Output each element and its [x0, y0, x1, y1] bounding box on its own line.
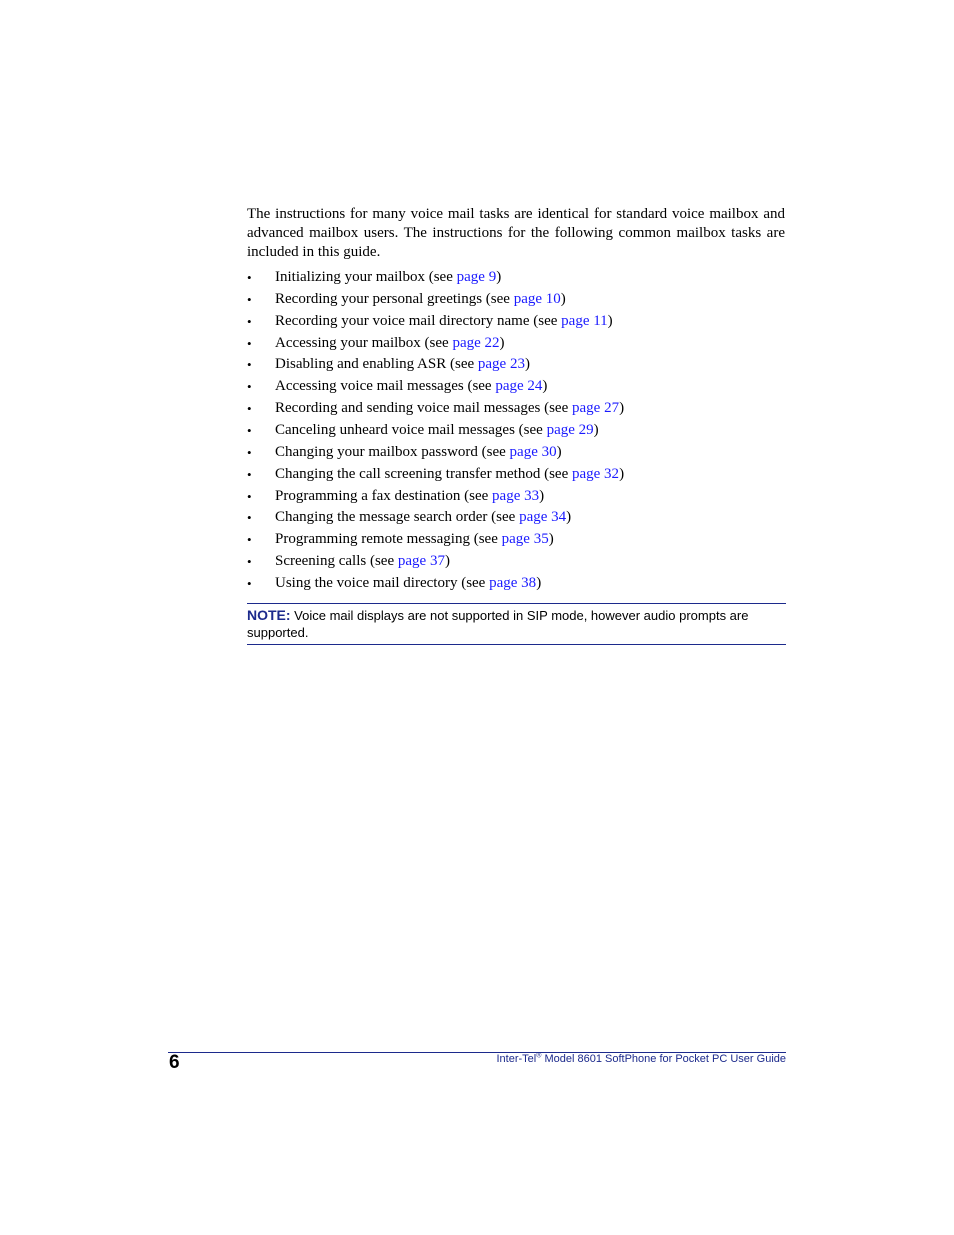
list-item [247, 442, 787, 464]
bullet-icon: • [247, 510, 252, 526]
list-item-text: Using the voice mail directory (see page 38) [275, 575, 542, 592]
page-link[interactable]: page 38 [489, 575, 537, 592]
list-item [247, 376, 787, 398]
note-label: NOTE: [247, 607, 291, 623]
bullet-icon: • [247, 423, 252, 439]
list-item [247, 529, 787, 551]
list-item [247, 311, 787, 333]
page-link[interactable]: page 37 [397, 553, 445, 570]
bullet-icon: • [247, 532, 252, 548]
page-link[interactable]: page 29 [546, 422, 594, 439]
list-item-text: Recording your voice mail directory name (see page 11) [275, 312, 613, 329]
list-item-text: Recording your personal greetings (see page 10) [275, 290, 566, 307]
bullet-icon: • [247, 466, 252, 482]
footer-brand: Inter-Tel [496, 1053, 537, 1065]
list-item [247, 333, 787, 355]
page-link[interactable]: page 11 [561, 312, 608, 329]
list-item [247, 464, 787, 486]
list-item [247, 398, 787, 420]
list-item-text: Changing your mailbox password (see page 30) [275, 443, 562, 460]
page-link[interactable]: page 9 [456, 269, 497, 285]
list-item-text: Programming a fax destination (see page 33) [275, 487, 545, 504]
page-link[interactable]: page 23 [477, 356, 525, 373]
bullet-icon: • [247, 313, 252, 329]
list-item-text: Initializing your mailbox (see page 9) [275, 269, 502, 285]
footer-guide-title: Model 8601 SoftPhone for Pocket PC User Guide [541, 1053, 786, 1065]
list-item-text: Accessing voice mail messages (see page 24) [275, 378, 548, 395]
note-text: Voice mail displays are not supported in SIP mode, however audio prompts are supported. [247, 608, 749, 640]
list-item [247, 486, 787, 508]
list-item [247, 354, 787, 376]
list-item [247, 267, 787, 289]
footer-title [497, 1052, 787, 1066]
list-item-text: Recording and sending voice mail messages (see page 27) [275, 400, 625, 417]
list-item-text: Accessing your mailbox (see page 22) [275, 334, 505, 351]
registered-mark: ® [536, 1052, 542, 1060]
bullet-icon: • [247, 357, 252, 373]
intro-paragraph: The instructions for many voice mail tasks are identical for standard voice mailbox and advanced mailbox users. The instructions for the following common mailbox tasks are included in this guide. [247, 206, 785, 260]
bullet-icon: • [247, 444, 252, 460]
task-list [247, 267, 787, 595]
page-link[interactable]: page 10 [513, 290, 561, 307]
list-item [247, 420, 787, 442]
page-link[interactable]: page 32 [571, 465, 620, 482]
page-link[interactable]: page 24 [495, 378, 543, 395]
list-item [247, 507, 787, 529]
page-link[interactable]: page 22 [452, 334, 500, 351]
page-link[interactable]: page 27 [572, 400, 620, 417]
list-item [247, 289, 787, 311]
note-box [247, 603, 786, 645]
page-link[interactable]: page 34 [519, 509, 567, 526]
list-item [247, 551, 787, 573]
page-link[interactable]: page 30 [509, 443, 557, 460]
bullet-icon: • [247, 270, 252, 285]
list-item-text: Changing the message search order (see page 34) [275, 509, 572, 526]
page-number: 6 [169, 1052, 180, 1073]
bullet-icon: • [247, 379, 252, 395]
bullet-icon: • [247, 554, 252, 570]
page-link[interactable]: page 35 [501, 531, 549, 548]
list-item-text: Canceling unheard voice mail messages (see page 29) [275, 422, 599, 439]
bullet-icon: • [247, 291, 252, 307]
list-item-text: Screening calls (see page 37) [275, 553, 450, 570]
bullet-icon: • [247, 576, 252, 592]
bullet-icon: • [247, 488, 252, 504]
bullet-icon: • [247, 401, 252, 417]
list-item-text: Programming remote messaging (see page 35) [275, 531, 554, 548]
list-item-text: Changing the call screening transfer method (see page 32) [275, 465, 625, 482]
list-item-text: Disabling and enabling ASR (see page 23) [275, 356, 530, 373]
bullet-icon: • [247, 335, 252, 351]
page-link[interactable]: page 33 [492, 487, 540, 504]
list-item [247, 573, 787, 595]
